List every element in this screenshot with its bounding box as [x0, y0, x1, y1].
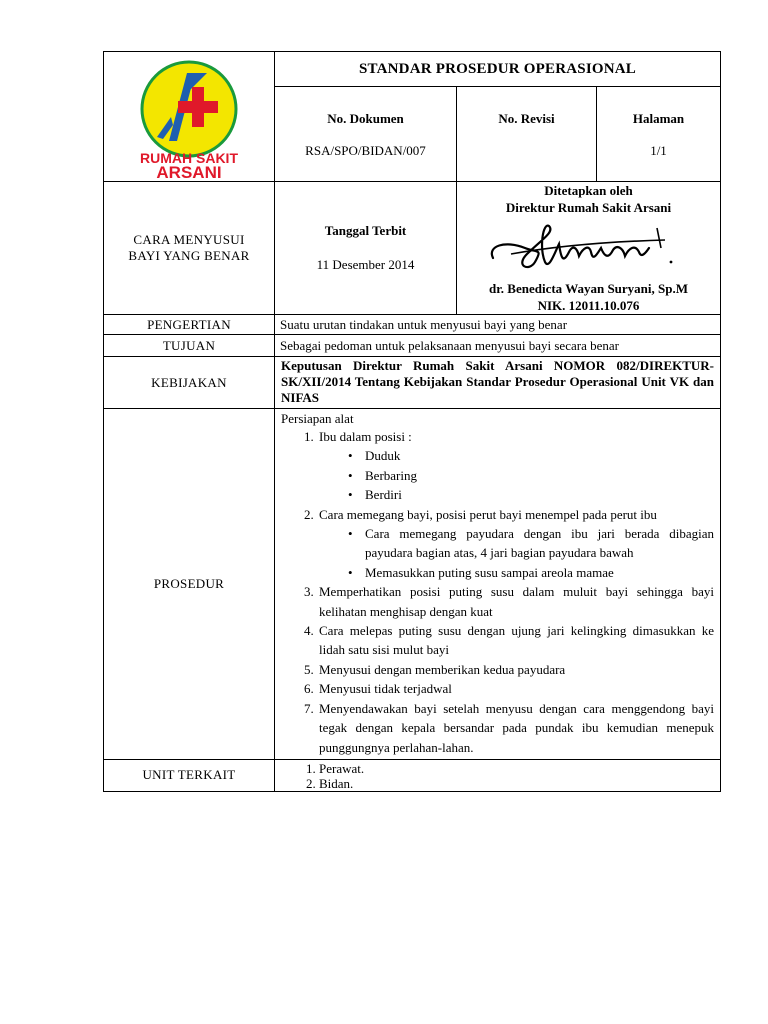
penetapan-line2: Direktur Rumah Sakit Arsani	[505, 200, 672, 215]
hospital-logo-cell	[104, 52, 275, 182]
logo-text-line1: RUMAH SAKIT	[140, 149, 238, 166]
halaman-cell	[597, 87, 721, 182]
penetapan-line1: Ditetapkan oleh	[544, 183, 633, 198]
tanggal-label: Tanggal Terbit	[324, 223, 407, 238]
tanggal-cell	[275, 182, 457, 315]
judul-cell	[104, 182, 275, 315]
unit-content	[275, 759, 721, 791]
kebijakan-label: KEBIJAKAN	[104, 357, 275, 409]
dokumen-cell	[275, 87, 457, 182]
prosedur-step	[317, 660, 714, 679]
prosedur-substeps	[319, 524, 714, 582]
prosedur-step-text: Menyusui tidak terjadwal	[319, 681, 452, 697]
tanggal-value: 11 Desember 2014	[316, 257, 415, 272]
prosedur-substep: • Berbaring	[365, 466, 714, 485]
dokumen-value: RSA/SPO/BIDAN/007	[305, 143, 426, 158]
unit-item: 1. Perawat.	[319, 761, 720, 776]
prosedur-step-text: Cara memegang bayi, posisi perut bayi menempel pada perut ibu	[319, 506, 657, 522]
prosedur-step	[317, 679, 714, 698]
tujuan-text: Sebagai pedoman untuk pelaksanaan menyusui bayi secara benar	[275, 335, 721, 357]
penetapan-nama: dr. Benedicta Wayan Suryani, Sp.M	[488, 281, 689, 296]
signature	[485, 218, 685, 280]
prosedur-step-text: Cara melepas puting susu dengan ujung jari kelingking dimasukkan ke lidah satu sisi mulut bayi	[319, 623, 715, 658]
unit-item: 2. Bidan.	[319, 776, 720, 791]
penetapan-nik: NIK. 12011.10.076	[537, 298, 640, 313]
pengertian-label: PENGERTIAN	[104, 315, 275, 335]
prosedur-step-text: Menyendawakan bayi setelah menyusu dengan cara menggendong bayi tegak dengan kepala bersandar pada pundak ibu kemudian menepuk punggungnya perlahan-lahan.	[319, 700, 715, 755]
unit-list	[275, 761, 720, 791]
prosedur-substep: • Cara memegang payudara dengan ibu jari berada dibagian payudara bagian atas, 4 jari bagian payudara bawah	[365, 524, 714, 563]
dokumen-label: No. Dokumen	[327, 111, 404, 126]
document-title: STANDAR PROSEDUR OPERASIONAL	[275, 52, 721, 87]
prosedur-intro: Persiapan alat	[281, 411, 354, 426]
prosedur-steps	[281, 427, 714, 757]
prosedur-step-text: Memperhatikan posisi puting susu dalam muluit bayi sehingga bayi kelihatan menghisap dengan kuat	[319, 584, 715, 619]
prosedur-label: PROSEDUR	[104, 409, 275, 760]
revisi-label: No. Revisi	[498, 111, 555, 126]
prosedur-substeps	[319, 446, 714, 504]
prosedur-step-text: Menyusui dengan memberikan kedua payudara	[319, 661, 566, 677]
halaman-value: 1/1	[650, 143, 667, 158]
prosedur-step	[317, 699, 714, 757]
prosedur-substep: • Duduk	[365, 446, 714, 465]
prosedur-step	[317, 621, 714, 660]
prosedur-step	[317, 505, 714, 583]
judul-line1: CARA MENYUSUI	[133, 232, 245, 247]
revisi-cell	[457, 87, 597, 182]
prosedur-step	[317, 427, 714, 505]
unit-label: UNIT TERKAIT	[104, 759, 275, 791]
prosedur-step-text: Ibu dalam posisi :	[319, 429, 412, 444]
kebijakan-text: Keputusan Direktur Rumah Sakit Arsani NOMOR 082/DIREKTUR-SK/XII/2014 Tentang Kebijakan Standar Prosedur Operasional Unit VK dan NIFAS	[275, 357, 721, 409]
prosedur-content	[275, 409, 721, 760]
tujuan-label: TUJUAN	[104, 335, 275, 357]
halaman-label: Halaman	[632, 111, 685, 126]
pengertian-text: Suatu urutan tindakan untuk menyusui bayi yang benar	[275, 315, 721, 335]
prosedur-substep: • Berdiri	[365, 485, 714, 504]
hospital-logo	[129, 59, 249, 179]
prosedur-substep: • Memasukkan puting susu sampai areola mamae	[365, 563, 714, 582]
penetapan-cell	[457, 182, 721, 315]
judul-line2: BAYI YANG BENAR	[128, 248, 250, 263]
sop-table	[103, 51, 721, 792]
logo-text-line2: ARSANI	[156, 162, 222, 179]
prosedur-step	[317, 582, 714, 621]
